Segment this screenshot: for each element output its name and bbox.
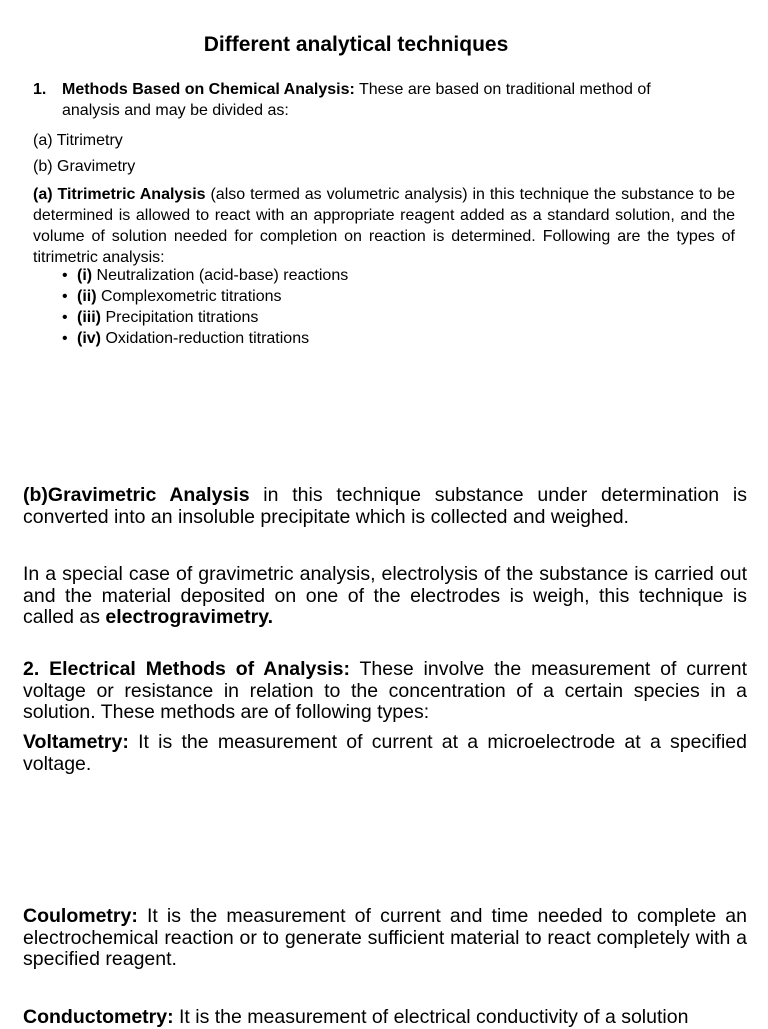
section-2-text: These involve the measurement of current voltage or resistance in relation to the concentration of a certain species in a solution. These methods are of following types: xyxy=(23,658,747,723)
bullet-icon: • xyxy=(62,330,68,347)
coulometry-paragraph xyxy=(23,906,747,971)
conductometry-paragraph xyxy=(23,1007,753,1029)
bullet-icon: • xyxy=(62,288,68,305)
section-1-heading: Methods Based on Chemical Analysis: xyxy=(62,81,355,98)
voltametry-heading: Voltametry: xyxy=(23,731,129,753)
gravimetric-paragraph xyxy=(23,485,747,528)
titrimetric-paragraph xyxy=(33,184,735,268)
page-title: Different analytical techniques xyxy=(203,33,509,56)
option-gravimetry: (b) Gravimetry xyxy=(33,158,136,175)
list-item xyxy=(62,307,348,328)
section-2-heading: 2. Electrical Methods of Analysis: xyxy=(23,658,350,680)
list-item-text: Oxidation-reduction titrations xyxy=(101,330,310,347)
electrogravimetry-term: electrogravimetry. xyxy=(105,606,274,628)
conductometry-text: It is the measurement of electrical conductivity of a solution xyxy=(173,1006,689,1028)
list-item-marker: (i) xyxy=(77,267,93,284)
electrogravimetry-text: In a special case of gravimetric analysis, electrolysis of the substance is carried out and the material deposited on one of the electrodes is weigh, this technique is called as xyxy=(23,563,747,628)
section-1-number: 1. xyxy=(33,81,47,98)
list-item xyxy=(62,265,348,286)
list-item-text: Complexometric titrations xyxy=(96,288,282,305)
section-2-paragraph xyxy=(23,659,747,724)
coulometry-heading: Coulometry: xyxy=(23,905,138,927)
list-item-marker: (iii) xyxy=(77,309,101,326)
titration-types-list xyxy=(62,265,348,349)
section-1 xyxy=(33,79,693,121)
list-item-marker: (iv) xyxy=(77,330,101,347)
section-1-text: These are based on traditional method of analysis and may be divided as: xyxy=(62,81,651,119)
titrimetric-heading: (a) Titrimetric Analysis xyxy=(33,186,206,203)
electrogravimetry-paragraph xyxy=(23,564,747,629)
bullet-icon: • xyxy=(62,309,68,326)
option-titrimetry: (a) Titrimetry xyxy=(33,132,123,149)
section-1-body xyxy=(62,79,693,121)
list-item-text: Precipitation titrations xyxy=(101,309,259,326)
voltametry-text: It is the measurement of current at a microelectrode at a specified voltage. xyxy=(23,731,747,775)
list-item xyxy=(62,328,348,349)
coulometry-text: It is the measurement of current and time needed to complete an electrochemical reaction or to generate sufficient material to react completely with a specified reagent. xyxy=(23,905,747,970)
titrimetric-text: (also termed as volumetric analysis) in this technique the substance to be determined is allowed to react with an appropriate reagent added as a standard solution, and the volume of solution needed for completion on reaction is determined. Following are the types of titrimetric analysis: xyxy=(33,186,735,266)
voltametry-paragraph xyxy=(23,732,747,775)
gravimetric-text: in this technique substance under determination is converted into an insoluble precipitate which is collected and weighed. xyxy=(23,484,747,528)
list-item-marker: (ii) xyxy=(77,288,97,305)
list-item-text: Neutralization (acid-base) reactions xyxy=(92,267,349,284)
gravimetric-heading: (b)Gravimetric Analysis xyxy=(23,484,250,506)
conductometry-heading: Conductometry: xyxy=(23,1006,174,1028)
list-item xyxy=(62,286,348,307)
bullet-icon: • xyxy=(62,267,68,284)
